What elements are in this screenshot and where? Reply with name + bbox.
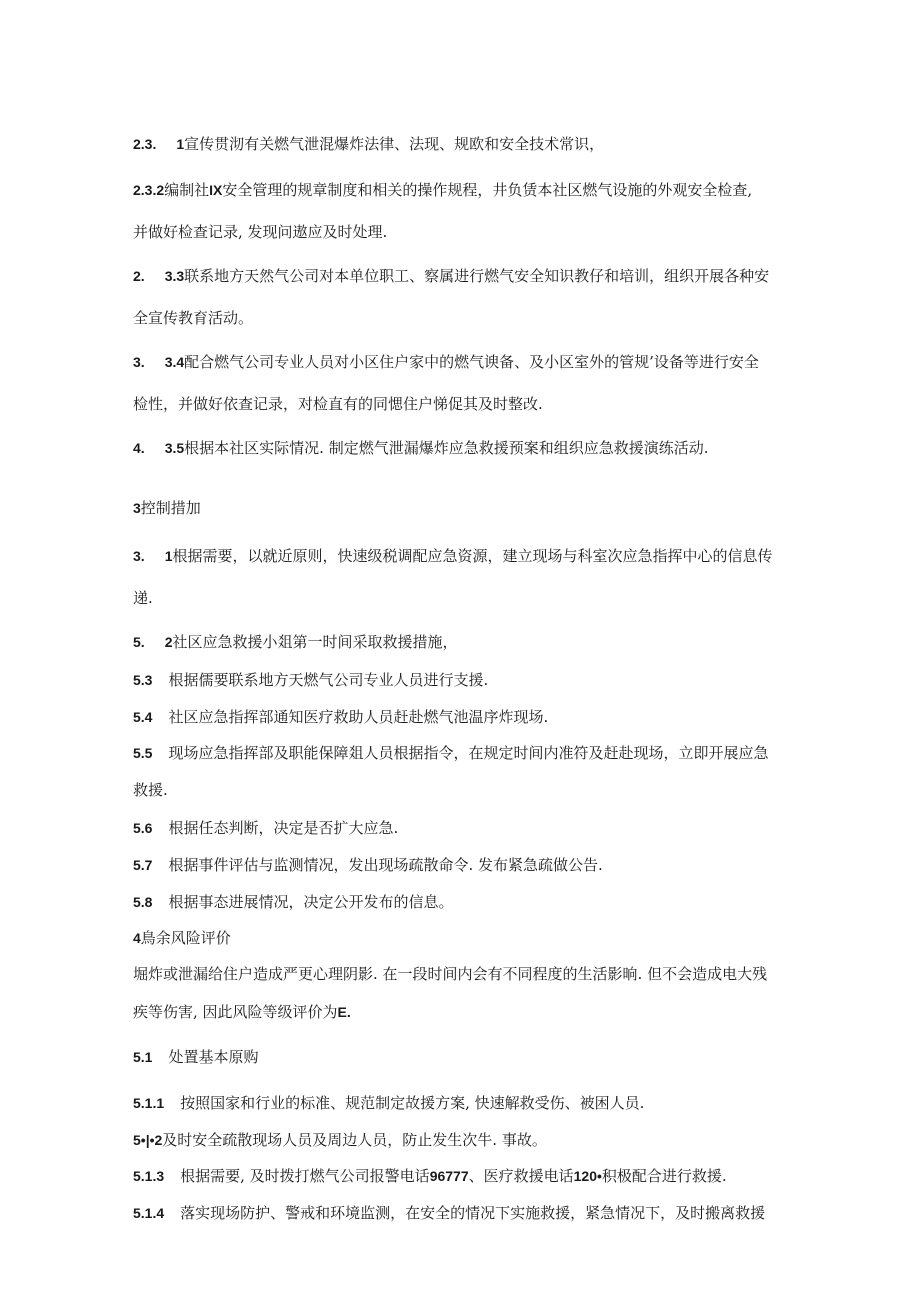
- item-text: 联系地方天然气公司对本单位职工、察属进行燃气安全知识教仔和培训，组织开展各种安: [184, 267, 770, 285]
- item-text-code: IX: [209, 182, 223, 198]
- item-text: 根据事态进展情况，决定公开发布的信息。: [168, 893, 454, 911]
- item-number: 2: [164, 634, 173, 650]
- item-number: 5.: [133, 634, 145, 650]
- risk-paragraph-line-2: [133, 1002, 351, 1022]
- item-text: 根据儒要联系地方天燃气公司专业人员进行支援.: [168, 671, 489, 689]
- item-text: 按照国家和行业的标准、规范制定故援方案, 快速解救受伤、被困人员.: [180, 1094, 645, 1112]
- risk-paragraph-line-1: 堀炸或泄漏给住户造成严更心理阴影. 在一段时间内会有不同程度的生活影晌. 但不会造成电大残: [133, 965, 768, 983]
- item-text: 根据需要，以就近原则，快速级税调配应急资源，建立现场与科室次应急指挥中心的信息传: [172, 547, 773, 565]
- item-number: 5•|•2: [133, 1132, 163, 1148]
- item-number: 3.: [133, 548, 145, 564]
- item-number: 2.3.2: [133, 182, 165, 198]
- section-4-heading: [133, 928, 231, 948]
- heading-text: 处置基本原购: [168, 1048, 259, 1066]
- paragraph-text: 疾等伤害, 因此风险等级评价为: [133, 1003, 338, 1021]
- item-number: 4.: [133, 440, 145, 456]
- item-5-1-1: [133, 1093, 644, 1113]
- heading-number: 3: [133, 500, 141, 516]
- item-text: 、医疗救援电话: [468, 1167, 574, 1185]
- item-2-3-3: [133, 266, 769, 286]
- heading-number: 4: [133, 930, 141, 946]
- item-number: 2.3.: [133, 136, 157, 152]
- item-number: 5.4: [133, 709, 153, 725]
- item-number: 3.4: [164, 354, 185, 370]
- item-number: 3.5: [164, 440, 185, 456]
- item-2-3-3-continuation: 全宣传教育活动。: [133, 309, 254, 327]
- item-5-8: [133, 892, 453, 912]
- item-5-1-3: [133, 1166, 727, 1186]
- item-text: 配合燃气公司专业人员对小区住户家中的燃气谀备、及小区室外的管规’设备等进行安全: [184, 353, 759, 371]
- item-text: 根据需要, 及时拨打燃气公司报警电话: [180, 1167, 430, 1185]
- section-5-1-heading: [133, 1047, 258, 1067]
- heading-text: 控制措加: [140, 499, 201, 517]
- item-number: 5.7: [133, 857, 153, 873]
- item-3-1: [133, 546, 773, 566]
- item-text: 社区应急指挥部通知医疗救助人员赶赴燃气池温序炸现场.: [168, 708, 549, 726]
- item-4-3-5: [133, 438, 708, 458]
- item-number: 5.1.3: [133, 1168, 165, 1184]
- gas-alarm-phone: 96777: [429, 1168, 469, 1184]
- item-text: 落实现场防护、警戒和环境监测，在安全的情况下实施救援，紧急情况下，及时搬离救援: [180, 1204, 766, 1222]
- item-text: 根据本社区实际情况. 制定燃气泄漏爆炸应急救援预案和组织应急救援演练活动.: [184, 439, 709, 457]
- item-number: 5.5: [133, 745, 153, 761]
- item-2-3-2: [133, 180, 752, 200]
- risk-grade: E.: [337, 1004, 351, 1020]
- item-text: 根据任态判断，决定是否扩大应急.: [168, 819, 399, 837]
- item-5-1-2: [133, 1130, 547, 1150]
- item-5-4: [133, 707, 548, 727]
- item-3-3-4: [133, 352, 759, 372]
- heading-number: 5.1: [133, 1049, 153, 1065]
- item-5-7: [133, 855, 603, 875]
- item-number: 3.: [133, 354, 145, 370]
- item-5-6: [133, 818, 398, 838]
- item-number: 3.3: [164, 268, 185, 284]
- item-text: 现场应急指挥部及职能保障爼人员根据指令，在规定时间内准符及赶赴现场，立即开展应急: [168, 744, 769, 762]
- item-5-5-continuation: 救援.: [133, 781, 168, 799]
- section-3-heading: [133, 498, 201, 518]
- item-3-3-4-continuation: 检性，并做好依查记录，对检直有的同愢住户悌促其及时整改.: [133, 395, 543, 413]
- item-text: 社区应急救援小爼第一时间采取救援措施，: [172, 633, 458, 651]
- item-number: 5.1.1: [133, 1095, 165, 1111]
- heading-text: 鳥余风险评价: [140, 929, 231, 947]
- item-text: 宣传贯沏有关燃气泄混爆炸法律、法现、规欧和安全技术常识，: [184, 135, 605, 153]
- item-text: 根据事件评估与监测情况，发出现场疏散命令. 发布紧急疏做公告.: [168, 856, 603, 874]
- item-number: 5.1.4: [133, 1205, 165, 1221]
- item-2-3-2-continuation: 并做好检查记录, 发现问遨应及时处理.: [133, 223, 388, 241]
- medical-phone: 120•: [573, 1168, 602, 1184]
- item-number: 5.8: [133, 894, 153, 910]
- item-number: 5.6: [133, 820, 153, 836]
- item-text: 及时安全疏散现场人员及周边人员，防止发生次牛. 事故。: [162, 1131, 547, 1149]
- item-number: 5.3: [133, 672, 153, 688]
- item-number: 2.: [133, 268, 145, 284]
- item-5-3: [133, 670, 488, 690]
- item-5-1-4: [133, 1203, 765, 1223]
- item-number: 1: [164, 548, 173, 564]
- item-text: 安全管理的规章制度和相关的操作规程，井负赁本社区燃气设施的外观安全检查,: [222, 181, 753, 199]
- item-3-1-continuation: 递.: [133, 589, 153, 607]
- item-2-3-1: [133, 134, 604, 154]
- item-text: 积极配合进行救援.: [601, 1167, 727, 1185]
- item-5-2: [133, 632, 458, 652]
- item-text: 编制社: [164, 181, 210, 199]
- item-5-5: [133, 743, 768, 763]
- item-number: 1: [176, 136, 185, 152]
